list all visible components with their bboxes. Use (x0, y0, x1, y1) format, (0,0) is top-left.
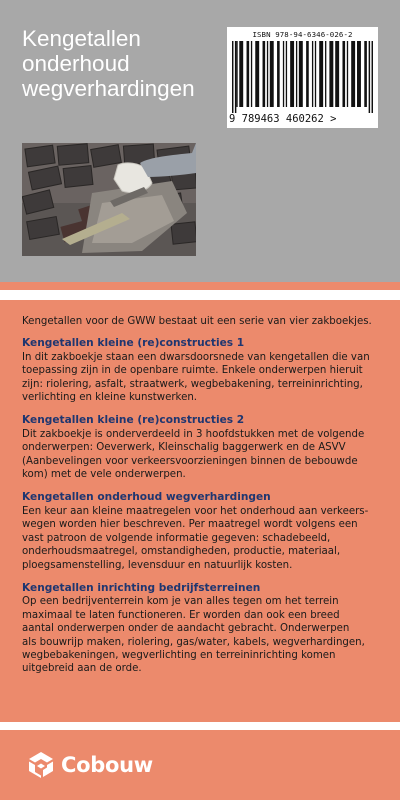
book-title (22, 26, 195, 101)
barcode-bar (283, 41, 284, 107)
barcode-bar (335, 41, 339, 107)
section-text: Een keur aan kleine maatregelen voor het onderhoud aan verkeers- wegen worden hier beschreven. Per maatregel wordt volgens een vast patroon de volgende informatie gegeven: schadebeeld, onderhoudsmaatregel, omstandigheden, productie, materiaal, ploegsamenstelling, levensduur en natuurlijk kosten. (22, 505, 369, 571)
isbn-barcode (227, 27, 378, 128)
barcode-bar (277, 41, 280, 107)
section-onderhoud-wegverhardingen (22, 491, 382, 571)
section-inrichting-bedrijfsterreinen (22, 582, 382, 676)
salmon-band (0, 282, 400, 290)
section-title: Kengetallen kleine (re)constructies 2 (22, 414, 245, 427)
title-line-2: onderhoud (22, 51, 130, 76)
barcode-graphic (231, 41, 374, 113)
barcode-bar (290, 41, 294, 107)
barcode-bar (255, 41, 259, 107)
barcode-guard-bar (369, 41, 370, 113)
paving-photo (22, 143, 196, 256)
cover-top-panel (0, 0, 400, 282)
section-title: Kengetallen onderhoud wegverhardingen (22, 491, 271, 504)
barcode-bar (263, 41, 266, 107)
section-title: Kengetallen inrichting bedrijfsterreinen (22, 581, 261, 594)
section-kleine-reconstructies-2 (22, 414, 382, 481)
back-cover-text (22, 315, 382, 686)
barcode-bar (329, 41, 333, 107)
section-text: Op een bedrijventerrein kom je van alles tegen om het terrein maximaal te laten functioneren. Er worden dan ook een breed aantal onderwerpen onder de aandacht gebracht. Onderwerpen als bouwrijp maken, riolering, gas/water, kabels, wegverhardingen, wegbebakeningen, wegverlichting en terreininrichting komen uitgebreid aan de orde. (22, 596, 365, 675)
publisher-name: Cobouw (61, 753, 153, 777)
barcode-bar (351, 41, 355, 107)
barcode-bar (319, 41, 323, 107)
intro-text: Kengetallen voor de GWW bestaat uit een serie van vier zakboekjes. (22, 316, 372, 327)
isbn-label: ISBN 978-94-6346-026-2 (252, 30, 353, 39)
barcode-bar (296, 41, 297, 107)
footer-white-band (0, 722, 400, 730)
barcode-bar (236, 41, 237, 107)
isbn-digits: 9 789463 460262 > (229, 113, 337, 125)
cobouw-logo-icon (26, 750, 56, 780)
section-title: Kengetallen kleine (re)constructies 1 (22, 337, 245, 350)
barcode-bar (267, 41, 268, 107)
barcode-bar (239, 41, 243, 107)
barcode-bar (270, 41, 274, 107)
barcode-bar (247, 41, 250, 107)
barcode-bar (251, 41, 252, 107)
barcode-bar (315, 41, 316, 107)
barcode-bar (364, 41, 367, 107)
section-kleine-reconstructies-1 (22, 337, 382, 404)
barcode-bar (347, 41, 348, 107)
barcode-bar (357, 41, 361, 107)
barcode-guard-bar (232, 41, 233, 113)
barcode-bar (299, 41, 303, 107)
publisher-logo (26, 748, 153, 782)
barcode-bar (306, 41, 309, 107)
barcode-guard-bar (372, 41, 373, 113)
title-line-1: Kengetallen (22, 26, 141, 51)
paving-photo-icon (22, 143, 196, 256)
section-text: Dit zakboekje is onderverdeeld in 3 hoofdstukken met de volgende onderwerpen: Oeverwerk, Kleinschalig baggerwerk en de ASVV (Aanbevelingen voor verkeersvoorzieningen binnen de bebouwde kom) met de vele onderwerpen. (22, 428, 365, 481)
title-line-3: wegverhardingen (22, 76, 195, 101)
barcode-guard-bar (235, 41, 236, 113)
barcode-bar (312, 41, 313, 107)
barcode-bar (325, 41, 326, 107)
section-text: In dit zakboekje staan een dwarsdoorsnede van kengetallen die van toepassing zijn in de openbare ruimte. Enkele onderwerpen hieruit zijn: riolering, asfalt, straatwerk, wegbebakening, terreininrichting, verlichting en kleine kunstwerken. (22, 351, 370, 404)
barcode-bar (342, 41, 345, 107)
white-band (0, 290, 400, 300)
barcode-bar (286, 41, 287, 107)
barcode-bars (231, 41, 374, 113)
